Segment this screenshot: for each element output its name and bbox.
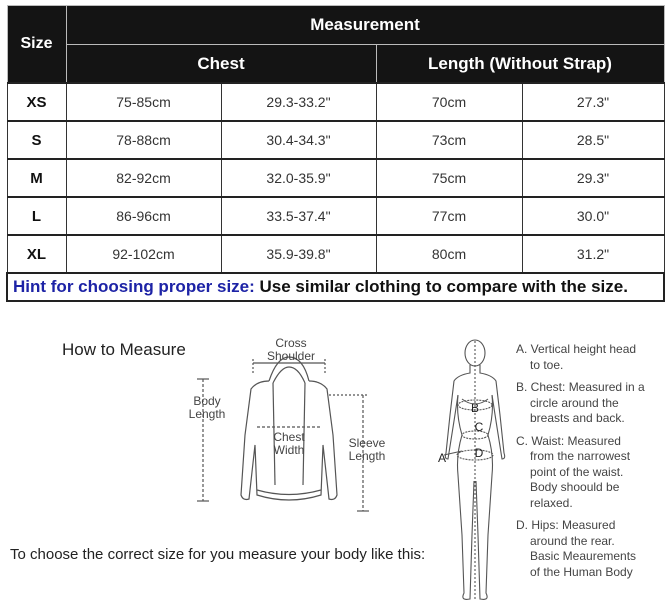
- chest-inch-cell: 29.3-33.2": [221, 83, 376, 121]
- chest-cm-cell: 86-96cm: [66, 197, 221, 235]
- table-row: [7, 197, 664, 235]
- length-cm-cell: 80cm: [376, 235, 522, 273]
- how-to-measure-title: How to Measure: [62, 340, 186, 359]
- length-inch-cell: 29.3": [522, 159, 664, 197]
- size-cell: XL: [7, 235, 66, 273]
- chest-inch-cell: 30.4-34.3": [221, 121, 376, 159]
- length-cm-cell: 77cm: [376, 197, 522, 235]
- length-cm-cell: 75cm: [376, 159, 522, 197]
- note-line: B. Chest: Measured in a: [516, 380, 645, 394]
- note-line: point of the waist.: [530, 464, 624, 479]
- size-cell: L: [7, 197, 66, 235]
- shoulder-label: Shoulder: [266, 349, 316, 363]
- label-d: D: [474, 446, 484, 460]
- note-chest: [516, 380, 668, 427]
- length-cm-cell: 73cm: [376, 121, 522, 159]
- note-line: circle around the: [530, 395, 619, 410]
- sleeve-label: Sleeve: [348, 436, 386, 450]
- note-line: of the Human Body: [530, 564, 633, 579]
- chest-cm-cell: 82-92cm: [66, 159, 221, 197]
- chest-cm-cell: 78-88cm: [66, 121, 221, 159]
- sleeve-length-label: Length: [348, 449, 386, 463]
- note-line: to toe.: [530, 357, 564, 372]
- table-row: [7, 235, 664, 273]
- chest-cm-cell: 92-102cm: [66, 235, 221, 273]
- chest-label: Chest: [273, 430, 305, 444]
- length-inch-cell: 31.2": [522, 235, 664, 273]
- measurement-header: Measurement: [66, 6, 664, 45]
- length-inch-cell: 28.5": [522, 121, 664, 159]
- note-line: breasts and back.: [530, 411, 625, 425]
- chest-inch-cell: 32.0-35.9": [221, 159, 376, 197]
- hint-text: Use similar clothing to compare with the size.: [254, 277, 628, 296]
- note-height: [516, 342, 668, 373]
- length-inch-cell: 30.0": [522, 197, 664, 235]
- note-line: Basic Meaurements: [530, 549, 637, 563]
- chest-header: Chest: [66, 45, 376, 84]
- label-a: A: [437, 451, 447, 465]
- choose-size-text: To choose the correct size for you measure your body like this:: [10, 546, 426, 563]
- body-figure: [432, 335, 512, 610]
- table-row: [7, 121, 664, 159]
- table-row: [7, 159, 664, 197]
- hint-label: Hint for choosing proper size:: [13, 277, 255, 296]
- table-row: [7, 83, 664, 121]
- body-label: Body: [193, 394, 221, 408]
- size-cell: M: [7, 159, 66, 197]
- note-hips: [516, 518, 668, 580]
- note-line: around the rear.: [530, 533, 615, 548]
- body-length-label: Length: [188, 407, 226, 421]
- chest-cm-cell: 75-85cm: [66, 83, 221, 121]
- cross-label: Cross: [275, 336, 307, 350]
- note-line: C. Waist: Measured: [516, 433, 621, 448]
- chest-inch-cell: 33.5-37.4": [221, 197, 376, 235]
- note-line: relaxed.: [530, 495, 573, 510]
- note-line: from the narrowest: [530, 449, 631, 463]
- note-line: Body shoould be: [530, 480, 620, 494]
- note-line: D. Hips: Measured: [516, 518, 616, 532]
- size-chart-table: [6, 5, 665, 302]
- chest-inch-cell: 35.9-39.8": [221, 235, 376, 273]
- length-cm-cell: 70cm: [376, 83, 522, 121]
- length-inch-cell: 27.3": [522, 83, 664, 121]
- garment-illustration: [185, 335, 386, 525]
- human-body-drawing: [432, 335, 512, 605]
- label-b: B: [470, 401, 480, 415]
- width-label: Width: [273, 443, 305, 457]
- label-c: C: [474, 420, 484, 434]
- note-waist: [516, 434, 668, 512]
- size-cell: XS: [7, 83, 66, 121]
- size-column-header: Size: [7, 6, 66, 84]
- size-hint: [7, 273, 664, 301]
- measurement-notes: [516, 342, 668, 587]
- length-header: Length (Without Strap): [376, 45, 664, 84]
- size-cell: S: [7, 121, 66, 159]
- note-line: A. Vertical height head: [516, 342, 637, 356]
